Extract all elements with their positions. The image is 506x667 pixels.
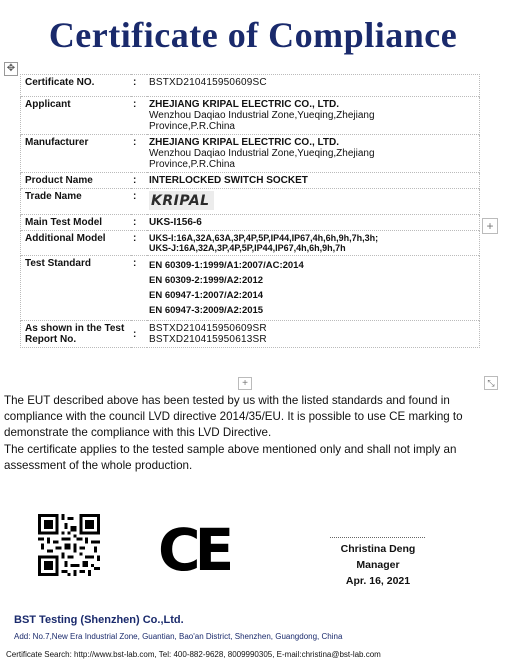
- signer-name: Christina Deng: [340, 543, 416, 555]
- signature-line: [330, 537, 425, 538]
- table-row: [21, 256, 480, 321]
- row-label: Manufacturer: [21, 135, 132, 173]
- add-column-icon[interactable]: +: [482, 218, 498, 234]
- row-label: Additional Model: [21, 231, 132, 256]
- test-standard-line: EN 60947-3:2009/A2:2015: [149, 305, 264, 316]
- test-report-value: [147, 321, 480, 348]
- row-label: Test Standard: [21, 256, 132, 321]
- table-row: [21, 231, 480, 256]
- move-handle-icon[interactable]: ✥: [4, 62, 18, 76]
- manufacturer-address-line: Province,P.R.China: [149, 159, 235, 170]
- ce-mark: CE: [158, 516, 229, 584]
- document-title: [0, 14, 506, 56]
- add-row-icon[interactable]: +: [238, 377, 252, 390]
- row-separator: :: [131, 173, 147, 189]
- test-standard-line: EN 60309-2:1999/A2:2012: [149, 275, 264, 286]
- table-row: [21, 215, 480, 231]
- kripal-logo-text: KRIPAL: [151, 193, 210, 209]
- manufacturer-value: [147, 135, 480, 173]
- applicant-address-line: Province,P.R.China: [149, 121, 235, 132]
- row-separator: :: [131, 256, 147, 321]
- company-name: BST Testing (Shenzhen) Co.,Ltd.: [14, 614, 184, 626]
- main-test-model-value: UKS-I156-6: [147, 215, 480, 231]
- applicant-name: ZHEJIANG KRIPAL ELECTRIC CO., LTD.: [149, 99, 340, 110]
- test-standard-value: [147, 256, 480, 321]
- row-label: Product Name: [21, 173, 132, 189]
- document-title-text: Certificate of Compliance: [48, 15, 458, 55]
- certificate-table: [20, 74, 480, 348]
- row-separator: :: [131, 215, 147, 231]
- row-separator: :: [131, 75, 147, 97]
- product-name-value: INTERLOCKED SWITCH SOCKET: [147, 173, 480, 189]
- company-address: Add: No.7,New Era Industrial Zone, Guantian, Bao'an District, Shenzhen, Guangdong, China: [14, 632, 343, 641]
- scope-paragraph: The certificate applies to the tested sample above mentioned only and shall not imply an assessment of the whole production.: [4, 443, 457, 472]
- test-report-number: BSTXD210415950609SR: [149, 323, 267, 334]
- signature-date: Apr. 16, 2021: [345, 575, 411, 587]
- table-row: [21, 135, 480, 173]
- additional-model-line: UKS-I:16A,32A,63A,3P,4P,5P,IP44,IP67,4h,6h,9h,7h,3h;: [149, 233, 379, 243]
- test-report-number: BSTXD210415950613SR: [149, 334, 267, 345]
- table-row: [21, 189, 480, 215]
- row-separator: :: [131, 135, 147, 173]
- table-row: [21, 75, 480, 97]
- table-row: [21, 321, 480, 348]
- applicant-value: [147, 97, 480, 135]
- row-label: Trade Name: [21, 189, 132, 215]
- manufacturer-name: ZHEJIANG KRIPAL ELECTRIC CO., LTD.: [149, 137, 340, 148]
- table-row: [21, 97, 480, 135]
- row-separator: :: [131, 97, 147, 135]
- manufacturer-address-line: Wenzhou Daqiao Industrial Zone,Yueqing,Zhejiang: [149, 148, 375, 159]
- applicant-address-line: Wenzhou Daqiao Industrial Zone,Yueqing,Zhejiang: [149, 110, 375, 121]
- qr-code: [38, 514, 100, 576]
- additional-model-value: [147, 231, 480, 256]
- row-separator: :: [131, 321, 147, 348]
- trade-name-value: [147, 189, 480, 215]
- row-label: Applicant: [21, 97, 132, 135]
- row-label: Main Test Model: [21, 215, 132, 231]
- test-standard-line: EN 60947-1:2007/A2:2014: [149, 290, 264, 301]
- table-row: [21, 173, 480, 189]
- kripal-logo: [149, 191, 214, 210]
- row-label: As shown in the Test Report No.: [21, 321, 132, 348]
- additional-model-line: UKS-J:16A,32A,3P,4P,5P,IP44,IP67,4h,6h,9h,7h: [149, 243, 346, 253]
- certificate-search-info: Certificate Search: http://www.bst-lab.com, Tel: 400-882-9628, 8009990305, E-mail:christina@bst-lab.com: [6, 650, 381, 659]
- resize-icon[interactable]: ⤡: [484, 376, 498, 390]
- signer-title: Manager: [356, 559, 400, 571]
- certificate-number: BSTXD210415950609SC: [147, 75, 480, 97]
- row-separator: :: [131, 231, 147, 256]
- test-standard-line: EN 60309-1:1999/A1:2007/AC:2014: [149, 260, 304, 271]
- compliance-paragraph: The EUT described above has been tested by us with the listed standards and found in compliance with the council LVD directive 2014/35/EU. It is possible to use CE marking to demonstrate the compliance with this LVD Directive.: [4, 394, 463, 439]
- row-separator: :: [131, 189, 147, 215]
- row-label: Certificate NO.: [21, 75, 132, 97]
